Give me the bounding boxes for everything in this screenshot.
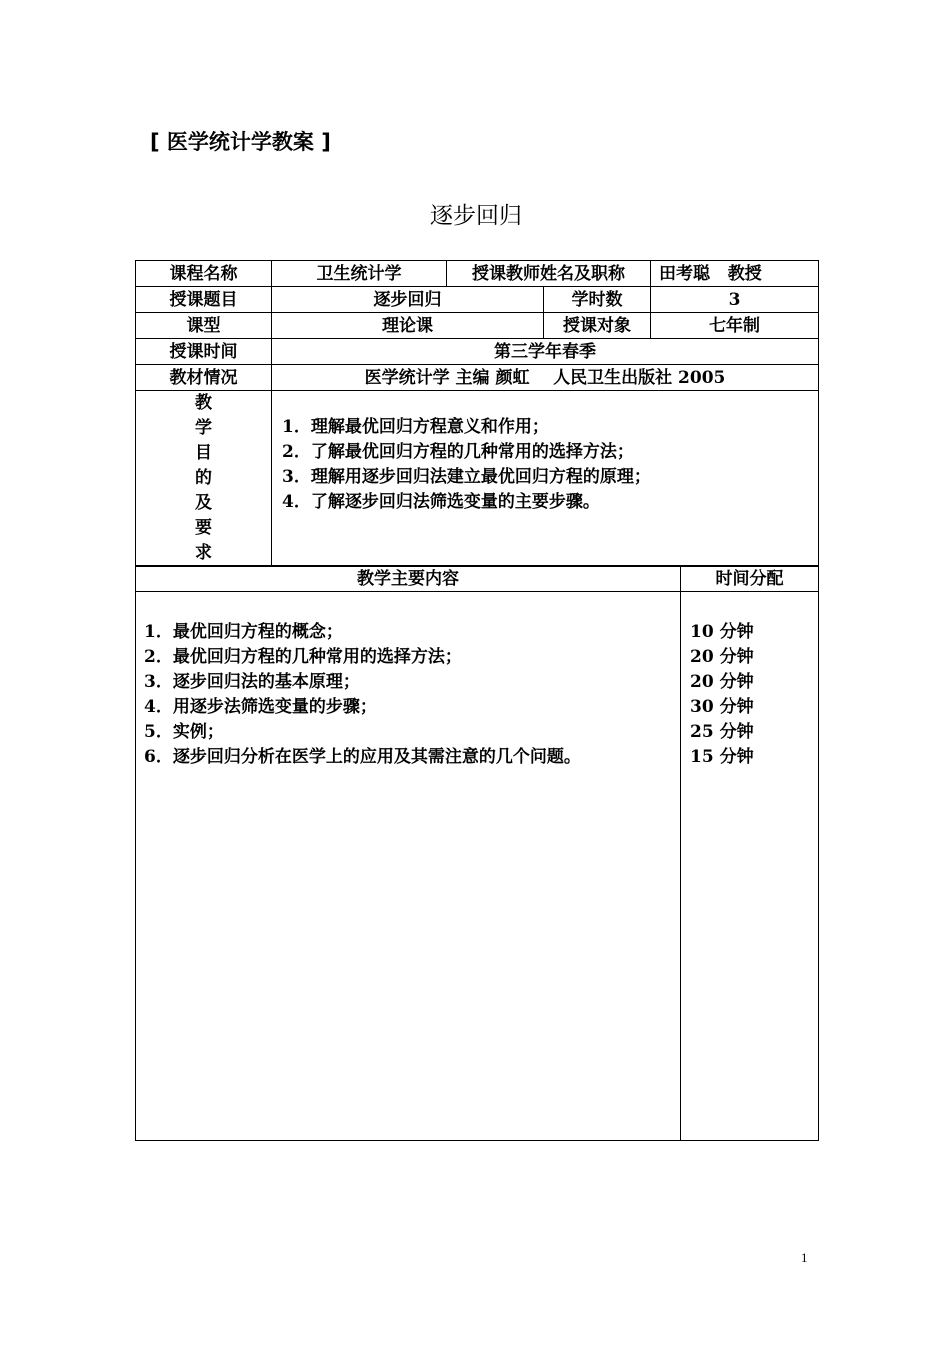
- textbook-value: 医学统计学 主编 颜虹 人民卫生出版社 2005: [272, 365, 819, 391]
- list-item: 1．最优回归方程的概念；: [144, 622, 343, 642]
- teacher-label: 授课教师姓名及职称: [447, 261, 651, 287]
- goals-label-char: 的: [195, 468, 212, 488]
- goals-list: [272, 391, 819, 567]
- time-allocations: [681, 592, 819, 1141]
- list-item: 6．逐步回归分析在医学上的应用及其需注意的几个问题。: [144, 747, 581, 767]
- table-row: [136, 391, 819, 567]
- time-item: 25 分钟: [690, 722, 754, 742]
- goals-label-char: 要: [195, 518, 212, 538]
- audience-value: 七年制: [651, 313, 819, 339]
- time-item: 10 分钟: [690, 622, 754, 642]
- goal-item: 4．了解逐步回归法筛选变量的主要步骤。: [282, 492, 600, 512]
- time-item: 20 分钟: [690, 672, 754, 692]
- topic-label: 授课题目: [136, 287, 272, 313]
- goal-item: 3．理解用逐步回归法建立最优回归方程的原理；: [282, 467, 651, 487]
- goals-label-char: 学: [195, 418, 212, 438]
- topic-value: 逐步回归: [272, 287, 544, 313]
- time-item: 15 分钟: [690, 747, 754, 767]
- page-number: 1: [801, 1250, 808, 1265]
- content-items: [136, 592, 681, 1141]
- goals-label-char: 及: [195, 493, 212, 513]
- goals-label: [136, 391, 272, 567]
- list-item: 4．用逐步法筛选变量的步骤；: [144, 697, 377, 717]
- course-name-label: 课程名称: [136, 261, 272, 287]
- document-header: [ 医学统计学教案 ]: [150, 130, 331, 154]
- audience-label: 授课对象: [544, 313, 651, 339]
- content-table: [135, 565, 819, 1141]
- time-allocation-label: 时间分配: [681, 566, 819, 592]
- type-label: 课型: [136, 313, 272, 339]
- table-row: [136, 339, 819, 365]
- goals-label-char: 求: [195, 543, 212, 563]
- document-title: 逐步回归: [430, 203, 522, 229]
- list-item: 5．实例；: [144, 722, 224, 742]
- textbook-label: 教材情况: [136, 365, 272, 391]
- hours-value: 3: [651, 287, 819, 313]
- table-row: [136, 313, 819, 339]
- goal-item: 1．理解最优回归方程意义和作用；: [282, 417, 549, 437]
- course-info-table: [135, 260, 819, 567]
- main-content-label: 教学主要内容: [136, 566, 681, 592]
- time-value: 第三学年春季: [272, 339, 819, 365]
- list-item: 3．逐步回归法的基本原理；: [144, 672, 360, 692]
- course-name-value: 卫生统计学: [272, 261, 447, 287]
- teacher-value: 田考聪 教授: [651, 261, 819, 287]
- table-row: [136, 592, 819, 1141]
- table-row: [136, 365, 819, 391]
- goal-item: 2．了解最优回归方程的几种常用的选择方法；: [282, 442, 634, 462]
- time-label: 授课时间: [136, 339, 272, 365]
- hours-label: 学时数: [544, 287, 651, 313]
- table-row: [136, 566, 819, 592]
- time-item: 30 分钟: [690, 697, 754, 717]
- goals-label-char: 目: [195, 443, 212, 463]
- type-value: 理论课: [272, 313, 544, 339]
- goals-label-char: 教: [195, 393, 212, 413]
- table-row: [136, 287, 819, 313]
- table-row: [136, 261, 819, 287]
- list-item: 2．最优回归方程的几种常用的选择方法；: [144, 647, 462, 667]
- time-item: 20 分钟: [690, 647, 754, 667]
